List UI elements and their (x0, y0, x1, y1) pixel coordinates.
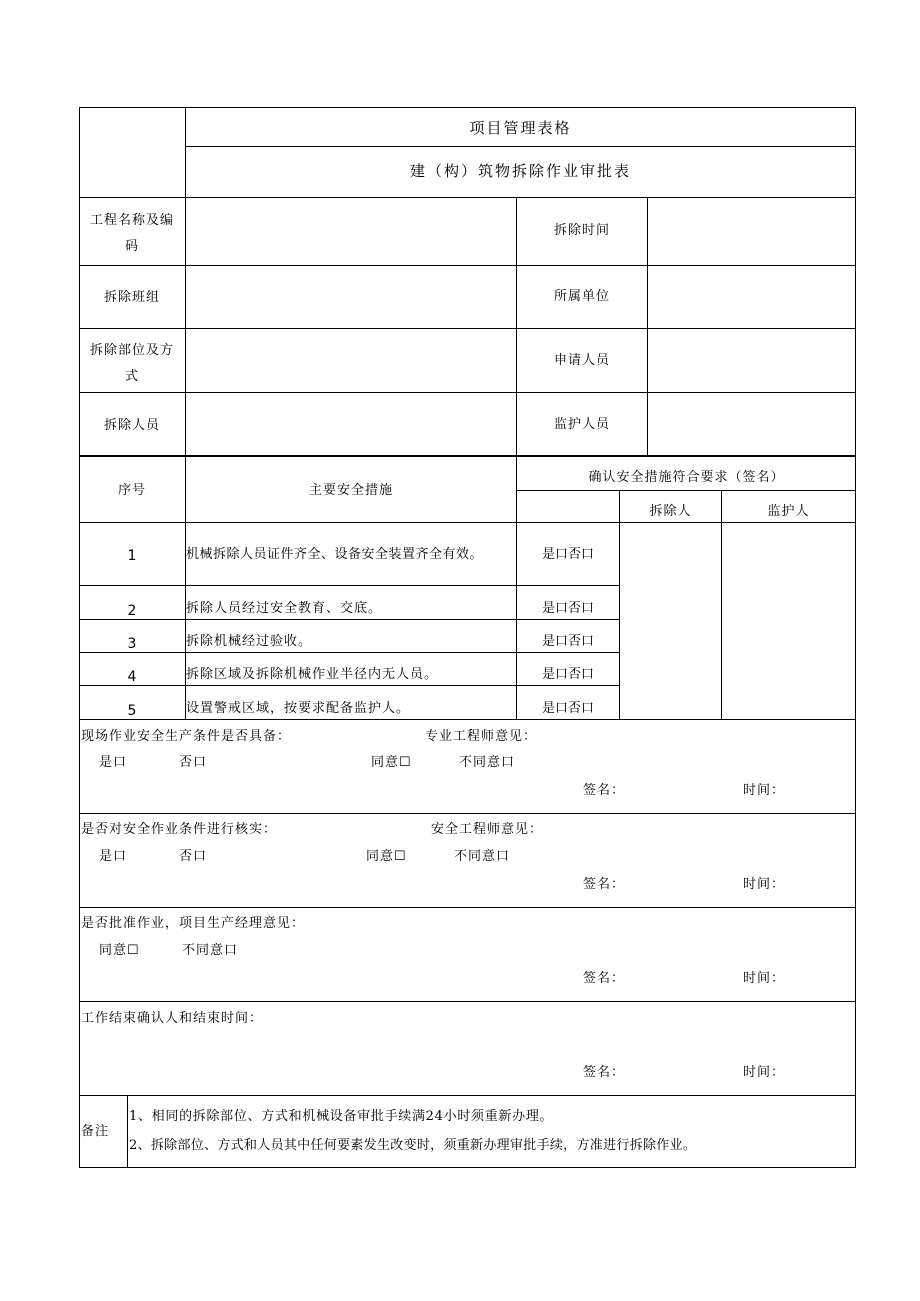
demolition-team-label: 拆除班组 (103, 290, 160, 305)
border-top (79, 107, 856, 108)
unit-label: 所属单位 (553, 289, 610, 304)
divider (79, 522, 856, 523)
measure-text: 机械拆除人员证件齐全、设备安全装置齐全有效。 (186, 547, 484, 562)
divider (79, 1095, 856, 1096)
yes-no-checkbox[interactable]: 是口否口 (541, 701, 594, 716)
time-label: 时间： (743, 971, 786, 986)
yes-checkbox[interactable]: 是口 (99, 849, 128, 864)
yes-no-checkbox[interactable]: 是口否口 (541, 601, 594, 616)
safety-engineer-opinion-label: 安全工程师意见： (431, 822, 544, 837)
yes-no-checkbox[interactable]: 是口否口 (541, 634, 594, 649)
signature-label: 签名： (583, 783, 626, 798)
project-name-label-cont: 码 (124, 239, 139, 254)
col-header-monitor: 监护人 (767, 504, 810, 519)
col-header-confirm: 确认安全措施符合要求（签名） (588, 470, 785, 485)
agree-checkbox[interactable]: 同意☐ (371, 755, 412, 770)
divider (79, 813, 856, 814)
disagree-checkbox[interactable]: 不同意口 (454, 849, 511, 864)
divider (721, 491, 722, 720)
time-label: 时间： (743, 1065, 786, 1080)
row-number: 4 (127, 669, 137, 685)
divider (79, 685, 620, 686)
yes-no-checkbox[interactable]: 是口否口 (541, 547, 594, 562)
divider (79, 619, 620, 620)
remarks-label: 备注 (81, 1124, 110, 1139)
form-title: 建（构）筑物拆除作业审批表 (409, 162, 631, 180)
approval-question: 是否批准作业，项目生产经理意见： (81, 916, 306, 931)
professional-engineer-opinion-label: 专业工程师意见： (425, 729, 538, 744)
divider (79, 328, 856, 329)
completion-confirmation-label: 工作结束确认人和结束时间： (81, 1011, 264, 1026)
divider (79, 392, 856, 393)
time-label: 时间： (743, 783, 786, 798)
divider (647, 197, 648, 455)
col-header-no: 序号 (117, 483, 146, 498)
signature-label: 签名： (583, 971, 626, 986)
demolition-workers-label: 拆除人员 (103, 418, 160, 433)
divider (127, 1095, 128, 1167)
divider (79, 585, 620, 586)
measure-text: 设置警戒区域，按要求配备监护人。 (186, 701, 411, 716)
no-checkbox[interactable]: 否口 (179, 849, 208, 864)
divider (79, 265, 856, 266)
signature-label: 签名： (583, 1065, 626, 1080)
divider (79, 456, 856, 457)
remark-line-1: 1、相同的拆除部位、方式和机械设备审批手续满24小时须重新办理。 (129, 1109, 554, 1124)
signature-label: 签名： (583, 877, 626, 892)
monitor-staff-label: 监护人员 (553, 417, 610, 432)
measure-text: 拆除机械经过验收。 (186, 634, 313, 649)
divider (516, 490, 856, 491)
divider (79, 719, 856, 720)
site-safety-question: 现场作业安全生产条件是否具备： (81, 729, 292, 744)
project-name-label: 工程名称及编 (89, 213, 174, 228)
demolition-time-label: 拆除时间 (553, 223, 610, 238)
form-category-title: 项目管理表格 (469, 119, 572, 137)
agree-checkbox[interactable]: 同意☐ (366, 849, 407, 864)
disagree-checkbox[interactable]: 不同意口 (459, 755, 516, 770)
border-right (855, 107, 856, 1168)
divider (79, 907, 856, 908)
divider (79, 1001, 856, 1002)
col-header-demolisher: 拆除人 (649, 504, 692, 519)
safety-verification-question: 是否对安全作业条件进行核实： (81, 822, 278, 837)
measure-text: 拆除人员经过安全教育、交底。 (186, 601, 383, 616)
time-label: 时间： (743, 877, 786, 892)
applicant-label: 申请人员 (553, 353, 610, 368)
col-header-measure: 主要安全措施 (308, 483, 393, 498)
demolition-method-label-cont: 式 (124, 369, 139, 384)
row-number: 5 (127, 703, 137, 719)
yes-checkbox[interactable]: 是口 (99, 755, 128, 770)
approval-form (79, 107, 856, 1168)
divider (185, 146, 856, 147)
measure-text: 拆除区域及拆除机械作业半径内无人员。 (186, 667, 439, 682)
no-checkbox[interactable]: 否口 (179, 755, 208, 770)
agree-checkbox[interactable]: 同意☐ (99, 943, 140, 958)
yes-no-checkbox[interactable]: 是口否口 (541, 667, 594, 682)
divider (79, 652, 620, 653)
divider (79, 197, 856, 198)
row-number: 2 (127, 603, 137, 619)
remark-line-2: 2、拆除部位、方式和人员其中任何要素发生改变时，须重新办理审批手续，方准进行拆除作业。 (129, 1138, 697, 1153)
row-number: 3 (127, 636, 137, 652)
row-number: 1 (127, 548, 137, 564)
border-bottom (79, 1167, 856, 1168)
demolition-method-label: 拆除部位及方 (89, 343, 174, 358)
disagree-checkbox[interactable]: 不同意口 (182, 943, 239, 958)
